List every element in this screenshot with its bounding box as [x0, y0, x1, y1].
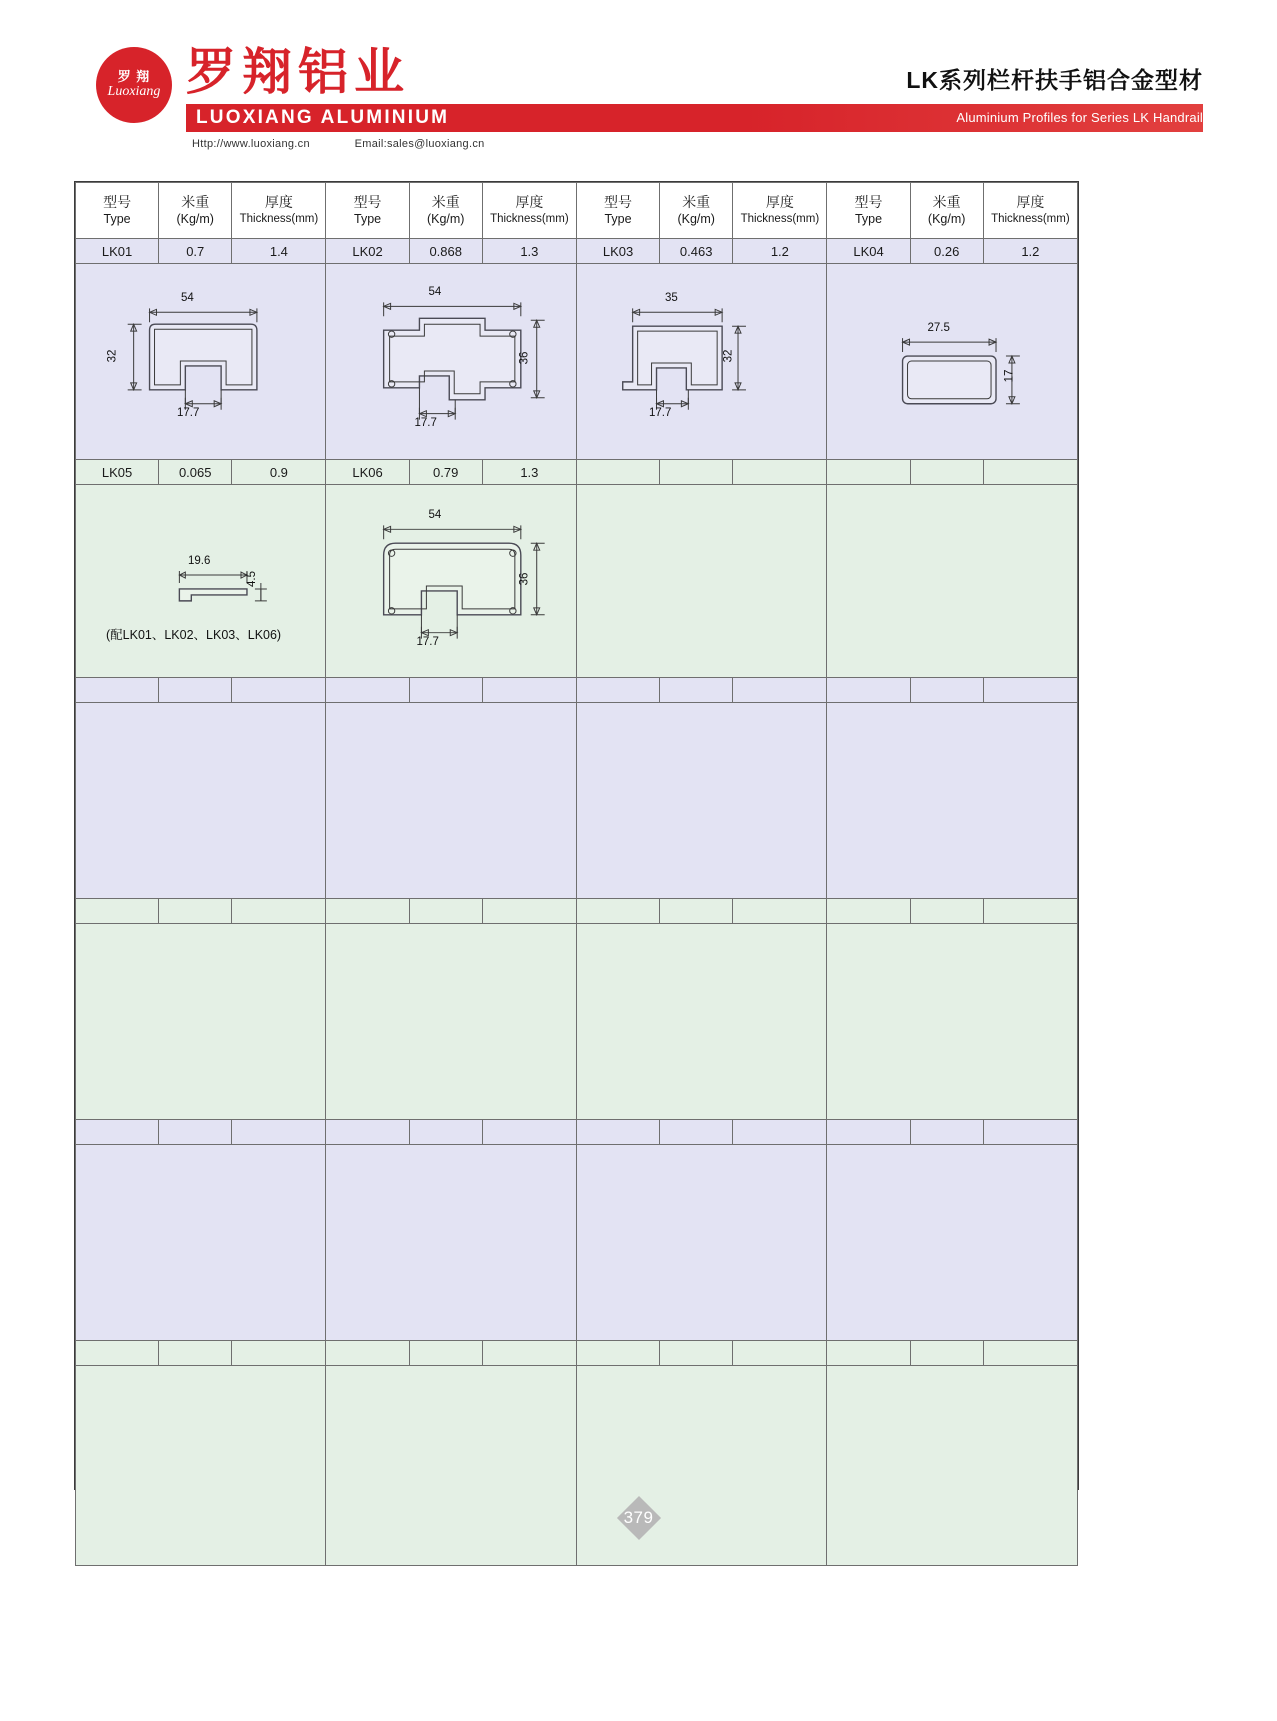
figure-cell-empty	[576, 924, 826, 1120]
dim-lk02-slot: 17.7	[414, 417, 437, 429]
company-logo	[74, 46, 194, 124]
cell-thickness	[482, 899, 576, 924]
figure-cell-empty	[326, 924, 576, 1120]
page-number-badge	[610, 1498, 668, 1538]
page-title-cn: LK系列栏杆扶手铝合金型材	[906, 67, 1203, 93]
cell-weight	[409, 1120, 482, 1145]
cell-thickness	[983, 460, 1077, 485]
figure-row	[76, 924, 1078, 1120]
cell-thickness: 1.3	[482, 460, 576, 485]
cell-thickness	[482, 678, 576, 703]
cell-weight	[910, 899, 983, 924]
cell-weight	[409, 678, 482, 703]
cell-weight	[660, 899, 733, 924]
cell-thickness: 0.9	[232, 460, 326, 485]
contact-line	[192, 138, 485, 150]
col-header-weight-1: 米重 (Kg/m)	[159, 183, 232, 239]
cell-type: LK05	[76, 460, 159, 485]
cell-thickness: 1.3	[482, 239, 576, 264]
cell-weight: 0.26	[910, 239, 983, 264]
dim-lk03-slot: 17.7	[648, 407, 672, 419]
cell-thickness: 1.2	[733, 239, 827, 264]
page-header	[0, 0, 1277, 170]
cell-thickness	[232, 678, 326, 703]
figure-cell-empty	[76, 924, 326, 1120]
cell-weight: 0.7	[159, 239, 232, 264]
figure-row	[76, 264, 1078, 460]
col-header-type-4: 型号 Type	[827, 183, 910, 239]
cell-weight	[910, 1341, 983, 1366]
cell-thickness	[983, 1341, 1077, 1366]
dim-lk02-width: 54	[428, 286, 442, 298]
cell-thickness	[232, 1341, 326, 1366]
lk05-note: (配LK01、LK02、LK03、LK06)	[106, 628, 282, 642]
cell-type	[326, 1341, 409, 1366]
cell-type	[326, 678, 409, 703]
dim-lk04-width: 27.5	[927, 322, 950, 334]
col-header-weight-2: 米重 (Kg/m)	[409, 183, 482, 239]
figure-row	[76, 1366, 1078, 1566]
figure-cell-empty	[576, 1145, 826, 1341]
table-header-row	[76, 183, 1078, 239]
cell-thickness	[232, 1120, 326, 1145]
cell-thickness	[733, 678, 827, 703]
dim-lk06-slot: 17.7	[416, 636, 439, 648]
figure-cell-empty	[326, 1366, 576, 1566]
col-header-type-3: 型号 Type	[576, 183, 659, 239]
table-row	[76, 899, 1078, 924]
cell-weight	[660, 460, 733, 485]
dim-lk01-slot: 17.7	[177, 407, 200, 419]
cell-thickness	[733, 460, 827, 485]
cell-thickness	[232, 899, 326, 924]
col-header-thickness-2: 厚度 Thickness(mm)	[482, 183, 576, 239]
cell-weight	[910, 678, 983, 703]
figure-row	[76, 703, 1078, 899]
cell-thickness: 1.4	[232, 239, 326, 264]
cell-type	[326, 899, 409, 924]
brand-name-cn: 罗翔铝业	[186, 43, 410, 101]
figure-cell-lk03	[576, 264, 826, 460]
logo-seal-en: Luoxiang	[107, 84, 161, 99]
cell-type	[76, 678, 159, 703]
cell-thickness	[983, 1120, 1077, 1145]
table-row	[76, 239, 1078, 264]
cell-type	[827, 678, 910, 703]
table-row	[76, 678, 1078, 703]
cell-type: LK03	[576, 239, 659, 264]
figure-cell-empty	[827, 703, 1078, 899]
cell-weight: 0.065	[159, 460, 232, 485]
cell-type: LK01	[76, 239, 159, 264]
cell-type	[576, 899, 659, 924]
email-text: Email:sales@luoxiang.cn	[354, 138, 485, 150]
cell-weight	[660, 678, 733, 703]
figure-row	[76, 1145, 1078, 1341]
cell-type	[326, 1120, 409, 1145]
dim-lk01-height: 32	[106, 349, 119, 363]
cell-type	[76, 1341, 159, 1366]
figure-cell-empty	[827, 1366, 1078, 1566]
cell-weight	[409, 1341, 482, 1366]
table-row	[76, 1120, 1078, 1145]
cell-weight	[159, 678, 232, 703]
figure-cell-empty	[576, 485, 826, 678]
dim-lk05-height: 4.5	[246, 571, 258, 587]
figure-cell-lk01	[76, 264, 326, 460]
table-row	[76, 1341, 1078, 1366]
figure-cell-empty	[827, 485, 1078, 678]
col-header-weight-4: 米重 (Kg/m)	[910, 183, 983, 239]
cell-type	[576, 1341, 659, 1366]
cell-weight	[910, 460, 983, 485]
cell-type	[576, 1120, 659, 1145]
cell-type	[827, 1341, 910, 1366]
figure-cell-empty	[76, 703, 326, 899]
cell-thickness	[733, 1120, 827, 1145]
profiles-table	[75, 182, 1078, 1566]
cell-weight	[660, 1341, 733, 1366]
figure-cell-lk02	[326, 264, 576, 460]
cell-thickness: 1.2	[983, 239, 1077, 264]
cell-weight	[159, 899, 232, 924]
cell-type	[76, 899, 159, 924]
cell-type	[827, 899, 910, 924]
cell-weight	[159, 1341, 232, 1366]
figure-cell-empty	[326, 703, 576, 899]
cell-weight: 0.463	[660, 239, 733, 264]
col-header-thickness-3: 厚度 Thickness(mm)	[733, 183, 827, 239]
profiles-table-wrapper	[74, 181, 1079, 1490]
col-header-thickness-4: 厚度 Thickness(mm)	[983, 183, 1077, 239]
dim-lk06-width: 54	[428, 509, 442, 521]
cell-type	[827, 1120, 910, 1145]
cell-thickness	[733, 1341, 827, 1366]
dim-lk06-height: 36	[518, 572, 531, 586]
dim-lk03-height: 32	[722, 349, 735, 363]
figure-cell-empty	[576, 703, 826, 899]
figure-cell-lk04	[827, 264, 1078, 460]
figure-cell-empty	[76, 1366, 326, 1566]
figure-cell-empty	[827, 924, 1078, 1120]
figure-cell-empty	[326, 1145, 576, 1341]
cell-type	[576, 460, 659, 485]
page-number: 379	[623, 1508, 654, 1527]
col-header-type-2: 型号 Type	[326, 183, 409, 239]
logo-seal-icon	[96, 47, 172, 123]
dim-lk03-width: 35	[664, 292, 678, 304]
cell-weight	[660, 1120, 733, 1145]
cell-weight: 0.868	[409, 239, 482, 264]
cell-type	[576, 678, 659, 703]
cell-weight: 0.79	[409, 460, 482, 485]
table-row	[76, 460, 1078, 485]
cell-thickness	[983, 899, 1077, 924]
cell-type: LK04	[827, 239, 910, 264]
dim-lk05-width: 19.6	[188, 555, 211, 567]
logo-seal-cn: 罗 翔	[117, 69, 151, 84]
dim-lk01-width: 54	[181, 292, 194, 304]
cell-weight	[409, 899, 482, 924]
col-header-weight-3: 米重 (Kg/m)	[660, 183, 733, 239]
dim-lk04-height: 17	[1003, 369, 1016, 383]
col-header-type-1: 型号 Type	[76, 183, 159, 239]
dim-lk02-height: 36	[518, 351, 531, 365]
website-text: Http://www.luoxiang.cn	[192, 138, 310, 150]
cell-type: LK06	[326, 460, 409, 485]
cell-weight	[910, 1120, 983, 1145]
cell-type: LK02	[326, 239, 409, 264]
brand-name-en: LUOXIANG ALUMINIUM	[196, 107, 450, 128]
figure-cell-lk06	[326, 485, 576, 678]
figure-cell-empty	[76, 1145, 326, 1341]
cell-weight	[159, 1120, 232, 1145]
figure-cell-lk05	[76, 485, 326, 678]
col-header-thickness-1: 厚度 Thickness(mm)	[232, 183, 326, 239]
cell-thickness	[482, 1120, 576, 1145]
cell-type	[827, 460, 910, 485]
cell-thickness	[983, 678, 1077, 703]
page-title-en: Aluminium Profiles for Series LK Handrail	[956, 110, 1203, 125]
figure-cell-empty	[827, 1145, 1078, 1341]
figure-row	[76, 485, 1078, 678]
cell-thickness	[733, 899, 827, 924]
cell-type	[76, 1120, 159, 1145]
cell-thickness	[482, 1341, 576, 1366]
